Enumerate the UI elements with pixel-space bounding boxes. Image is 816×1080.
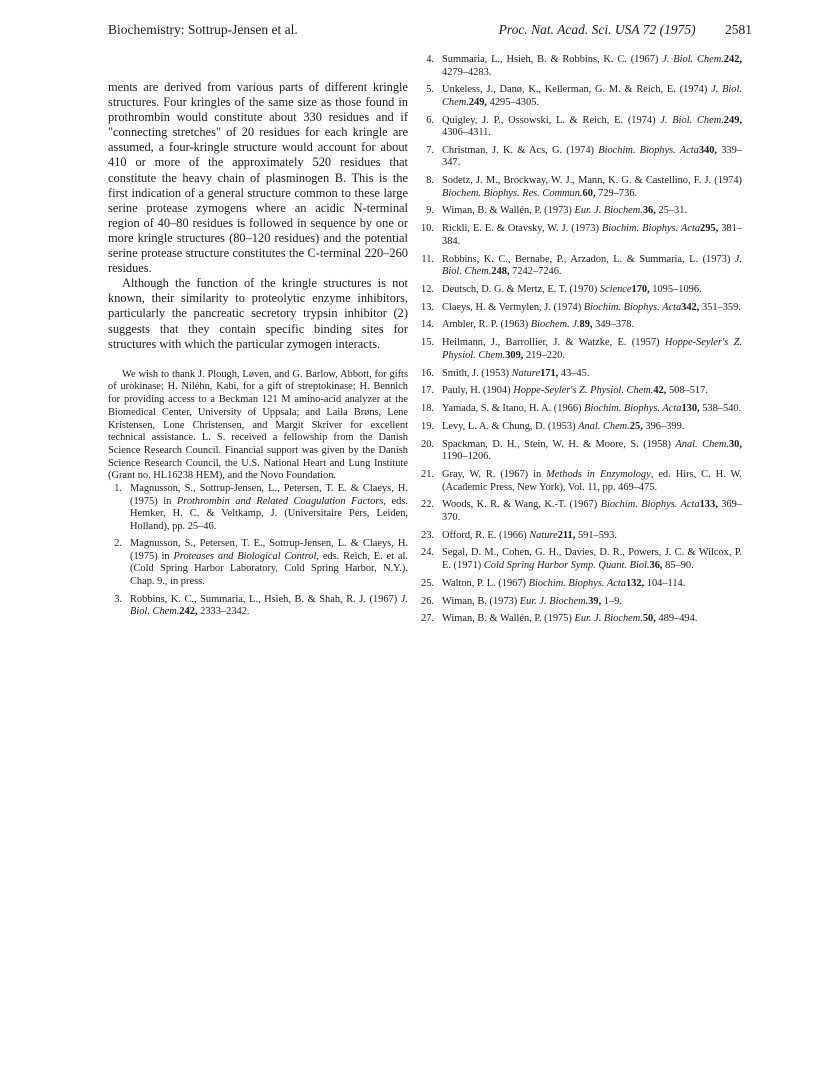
reference-number: 22.	[421, 499, 434, 511]
reference-item	[420, 596, 742, 609]
reference-number: 7.	[426, 144, 434, 156]
reference-item	[420, 421, 742, 434]
reference-authors: Ambler, R. P. (1963)	[442, 319, 531, 331]
reference-number: 12.	[421, 283, 434, 295]
reference-pages: 4306–4311.	[442, 127, 491, 139]
reference-pages: 591–593.	[575, 529, 617, 541]
reference-item	[420, 439, 742, 464]
reference-volume: 42,	[653, 385, 667, 397]
reference-volume: 170,	[631, 283, 650, 295]
reference-authors: Heilmann, J., Barrollier, J. & Watzke, E. (1957)	[442, 337, 665, 349]
reference-number: 2.	[114, 538, 122, 550]
reference-authors: Robbins, K. C., Bernabe, P., Arzadon, L. & Summaria, L. (1973)	[442, 253, 735, 265]
reference-number: 26.	[421, 595, 434, 607]
reference-number: 17.	[421, 385, 434, 397]
reference-pages: 104–114.	[644, 577, 686, 589]
reference-volume: 89,	[579, 319, 593, 331]
reference-volume: 242,	[179, 606, 198, 618]
reference-number: 16.	[421, 367, 434, 379]
reference-authors: Yamada, S. & Itano, H. A. (1966)	[442, 403, 585, 415]
reference-volume: 309,	[505, 349, 524, 361]
page-number: 2581	[725, 22, 752, 37]
body-paragraph-kringle-function: Although the function of the kringle structures is not known, their similarity to proteolytic enzyme inhibitors, particularly the pancreatic secretory trypsin inhibitor (2) suggests that they contain specific binding sites for structures with which the particular zymogen interacts.	[108, 276, 408, 351]
reference-number: 20.	[421, 438, 434, 450]
reference-authors: Deutsch, D. G. & Mertz, E. T. (1970)	[442, 283, 600, 295]
reference-source: Biochem. Biophys. Res. Commun.	[442, 187, 583, 199]
reference-authors: Quigley, J. P., Ossowski, L. & Reich, E. (1974)	[442, 114, 661, 126]
reference-source: Anal. Chem.	[675, 438, 729, 450]
reference-authors: Sodetz, J. M., Brockway, W. J., Mann, K. G. & Castellino, F. J. (1974)	[442, 175, 742, 187]
reference-item	[420, 547, 742, 572]
reference-number: 4.	[426, 54, 434, 65]
reference-pages: 508–517.	[666, 385, 708, 397]
reference-authors: Unkeless, J., Danø, K., Kellerman, G. M. & Reich, E. (1974)	[442, 84, 712, 96]
reference-pages: 1190–1206.	[442, 451, 491, 463]
reference-item	[420, 145, 742, 170]
reference-list-left	[108, 483, 408, 619]
reference-number: 1.	[114, 483, 122, 495]
reference-volume: 342,	[681, 301, 700, 313]
reference-authors: Rickli, E. E. & Otavsky, W. J. (1973)	[442, 223, 602, 235]
reference-volume: 25,	[629, 420, 643, 432]
reference-volume: 36,	[642, 205, 656, 217]
reference-item	[420, 54, 742, 79]
reference-source: Nature	[511, 367, 541, 379]
reference-item	[108, 594, 408, 619]
reference-pages: 381–384.	[442, 223, 742, 247]
reference-source: J. Biol. Chem.	[662, 54, 724, 65]
reference-pages: 339–347.	[442, 144, 742, 169]
reference-item	[108, 538, 408, 588]
reference-source: J. Biol. Chem.	[442, 84, 742, 108]
reference-source: Hoppe-Seyler's Z. Physiol. Chem.	[513, 385, 654, 397]
reference-source: Biochim. Biophys. Acta	[601, 223, 701, 235]
reference-volume: 50,	[642, 613, 656, 625]
reference-item	[420, 613, 742, 626]
reference-pages: 1095–1096.	[649, 283, 702, 295]
reference-authors: Wiman, B. (1973)	[442, 595, 520, 607]
reference-number: 13.	[421, 301, 434, 313]
reference-item	[420, 499, 742, 524]
reference-pages: 2333–2342.	[197, 606, 250, 618]
reference-pages: 489–494.	[655, 613, 698, 625]
reference-pages: 7242–7246.	[509, 266, 562, 278]
right-column	[420, 54, 742, 631]
reference-source: Biochim. Biophys. Acta	[528, 577, 626, 589]
reference-item	[420, 175, 742, 200]
reference-number: 21.	[421, 469, 434, 481]
reference-volume: 340,	[698, 144, 717, 156]
reference-item	[420, 205, 742, 218]
reference-source: Cold Spring Harbor Symp. Quant. Biol.	[483, 559, 650, 571]
reference-number: 18.	[421, 403, 434, 415]
reference-pages: 1–9.	[601, 595, 622, 607]
reference-item	[420, 469, 742, 494]
reference-pages: 538–540.	[699, 403, 742, 415]
reference-source: Biochim. Biophys. Acta	[600, 499, 700, 511]
reference-number: 14.	[421, 319, 434, 331]
reference-volume: 248,	[491, 266, 510, 278]
reference-authors: Spackman, D. H., Stein, W. H. & Moore, S. (1958)	[442, 438, 676, 450]
reference-number: 24.	[421, 547, 434, 559]
running-head-authors: Biochemistry: Sottrup-Jensen et al.	[108, 22, 298, 37]
reference-item	[420, 284, 742, 297]
reference-item	[420, 337, 742, 362]
reference-pages: 25–31.	[655, 205, 688, 217]
reference-volume: 249,	[468, 96, 488, 108]
reference-pages: 729–736.	[595, 187, 638, 199]
reference-source: Eur. J. Biochem.	[519, 595, 589, 607]
reference-authors: Levy, L. A. & Chung, D. (1953)	[442, 420, 579, 432]
reference-pages: 4295–4305.	[487, 96, 539, 108]
reference-source: J. Biol. Chem.	[442, 253, 742, 278]
reference-number: 10.	[421, 223, 434, 235]
reference-item	[420, 223, 742, 248]
reference-pages: , eds. Reich, E. et al. (Cold Spring Harbor Laboratory, Cold Spring Harbor, N.Y.). Chap. 9., in press.	[130, 550, 408, 587]
reference-source: J. Biol. Chem.	[130, 593, 408, 618]
reference-item	[420, 385, 742, 398]
reference-pages: 351–359.	[699, 301, 741, 313]
reference-item	[420, 84, 742, 109]
reference-volume: 211,	[557, 529, 576, 541]
left-column	[108, 80, 408, 624]
body-paragraph-kringle-structures: ments are derived from various parts of different kringle structures. Four kringles of the same size as those found in prothrombin would constitute about 330 residues and if "connecting stretches" of 20 residues for each kringle are assumed, a four-kringle structure would account for about 410 or more of the approximately 520 residues that constitute the heavy chain of plasminogen B. This is the first indication of a general structure common to these large serine protease zymogens where an acidic N-terminal region of 40–80 residues is followed in sequence by one or more kringle structures (80–120 residues) and the potential serine protease structure constitutes the C-terminal 220–260 residues.	[108, 80, 408, 276]
reference-number: 5.	[426, 84, 434, 96]
reference-item	[420, 319, 742, 332]
reference-volume: 249,	[723, 114, 742, 126]
reference-pages: 43–45.	[558, 367, 590, 379]
reference-authors: Walton, P. L. (1967)	[442, 577, 529, 589]
reference-source: Eur. J. Biochem.	[574, 205, 643, 217]
reference-number: 23.	[421, 529, 434, 541]
reference-pages: 85–90.	[662, 559, 694, 571]
reference-volume: 242,	[723, 54, 742, 65]
reference-authors: Magnusson, S., Petersen, T. E., Sottrup-Jensen, L. & Claeys, H. (1975) in	[130, 538, 408, 562]
running-head-right	[499, 22, 752, 38]
reference-source: Anal. Chem.	[578, 420, 630, 432]
reference-volume: 132,	[625, 577, 645, 589]
reference-authors: Segal, D. M., Cohen, G. H., Davies, D. R., Powers, J. C. & Wilcox, P. E. (1971)	[442, 547, 742, 571]
reference-authors: Woods, K. R. & Wang, K.-T. (1967)	[442, 499, 601, 511]
reference-authors: Wiman, B. & Wallén, P. (1973)	[442, 205, 575, 217]
reference-item	[420, 254, 742, 279]
reference-source: Biochim. Biophys. Acta	[584, 403, 682, 415]
reference-number: 3.	[114, 593, 122, 605]
reference-authors: Offord, R. E. (1966)	[442, 529, 530, 541]
reference-source: Biochim. Biophys. Acta	[583, 301, 682, 313]
reference-item	[420, 115, 742, 140]
acknowledgment: We wish to thank J. Plough, Løven, and G. Barlow, Abbott, for gifts of urokinase; H. Niléhn, Kabi, for a gift of streptokinase; H. Bennich for providing access to a Beckman 121 M amino-acid analyzer at the Biomedical Center, University of Uppsala; and Laila Brøns, Lene Kristensen, Lone Christensen, and Margit Skriver for excellent technical assistance. L. S. received a fellowship from the Danish Science Research Council. Financial support was given by the Danish Science Research Council, the U.S. National Heart and Lung Institute (Grant no. HL16238 HEM), and the Novo Foundation.	[108, 368, 408, 482]
reference-source: Prothrombin and Related Coagulation Factors	[176, 495, 384, 507]
reference-pages: , eds. Hemker, H. C. & Veltkamp, J. (Universitaire Pers, Leiden, Holland), pp. 25–46.	[130, 495, 408, 532]
reference-volume: 295,	[700, 223, 719, 235]
reference-authors: Summaria, L., Hsieh, B. & Robbins, K. C. (1967)	[442, 54, 663, 65]
reference-pages: 349–378.	[592, 319, 635, 331]
reference-number: 27.	[421, 613, 434, 625]
reference-number: 19.	[421, 420, 434, 432]
reference-volume: 171,	[540, 367, 559, 379]
reference-item	[420, 403, 742, 416]
reference-authors: Smith, J. (1953)	[442, 367, 512, 379]
reference-pages: 396–399.	[642, 420, 685, 432]
reference-volume: 130,	[681, 403, 700, 415]
journal-citation: Proc. Nat. Acad. Sci. USA 72 (1975)	[498, 22, 696, 37]
reference-item	[420, 302, 742, 315]
reference-authors: Christman, J. K. & Acs, G. (1974)	[442, 144, 599, 156]
reference-volume: 30,	[728, 438, 742, 450]
reference-list-right	[420, 54, 742, 626]
reference-source: J. Biol. Chem.	[660, 114, 724, 126]
reference-authors: Wiman, B. & Wallén, P. (1975)	[442, 613, 575, 625]
reference-authors: Claeys, H. & Vermylen, J. (1974)	[442, 301, 584, 313]
reference-source: Proteases and Biological Control	[173, 550, 317, 562]
reference-authors: Robbins, K. C., Summaria, L., Hsieh, B. & Shah, R. J. (1967)	[130, 593, 401, 605]
reference-number: 11.	[421, 253, 434, 265]
reference-pages: , ed. Hirs, C. H. W. (Academic Press, New York), Vol. 11, pp. 469–475.	[442, 469, 742, 493]
reference-source: Methods in Enzymology	[546, 469, 651, 481]
reference-number: 9.	[426, 205, 434, 217]
reference-item	[420, 530, 742, 543]
reference-number: 15.	[421, 337, 434, 349]
reference-item	[108, 483, 408, 533]
reference-volume: 36,	[649, 559, 663, 571]
reference-source: Hoppe-Seyler's Z. Physiol. Chem.	[442, 337, 742, 361]
reference-pages: 369–370.	[442, 499, 742, 523]
reference-source: Biochim. Biophys. Acta	[598, 144, 699, 156]
reference-source: Nature	[529, 529, 558, 541]
running-header	[108, 22, 752, 42]
reference-item	[420, 578, 742, 591]
reference-volume: 39,	[588, 595, 602, 607]
reference-authors: Pauly, H. (1904)	[442, 385, 514, 397]
reference-number: 6.	[426, 114, 434, 126]
reference-number: 8.	[426, 175, 434, 187]
reference-authors: Gray, W. R. (1967) in	[442, 469, 547, 481]
reference-pages: 4279–4283.	[442, 66, 492, 78]
reference-pages: 219–220.	[523, 349, 565, 361]
reference-source: Science	[599, 283, 632, 295]
reference-authors: Magnusson, S., Sottrup-Jensen, L., Petersen, T. E. & Claeys, H. (1975) in	[130, 483, 408, 507]
reference-volume: 60,	[582, 187, 596, 199]
reference-number: 25.	[421, 577, 434, 589]
reference-item	[420, 368, 742, 381]
reference-volume: 133,	[699, 499, 718, 511]
reference-source: Biochem. J.	[530, 319, 580, 331]
reference-source: Eur. J. Biochem.	[574, 613, 643, 625]
